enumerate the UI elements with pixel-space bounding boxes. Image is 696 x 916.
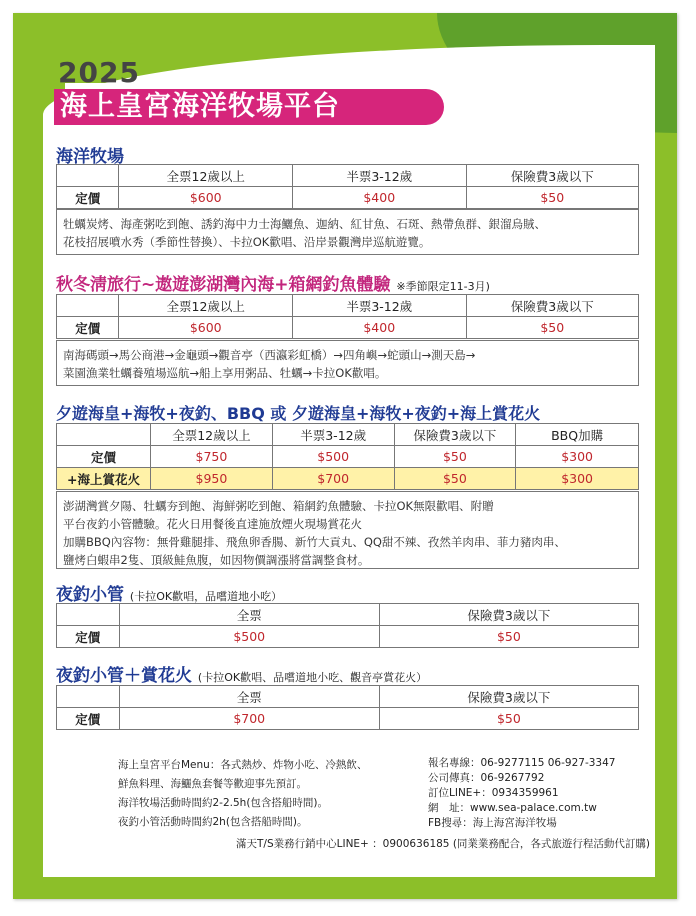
row-label: 定價 [57,626,120,648]
section-title [56,580,282,605]
price-table [56,294,639,339]
price-cell: $500 [119,626,379,648]
price-cell: $950 [151,468,273,490]
column-header: 半票3-12歲 [293,295,467,317]
price-cell: $50 [394,446,516,468]
price-cell: $700 [119,708,379,730]
phone-line: 報名專線：06-9277115 06-927-3347 [428,757,616,769]
column-header: 保險費3歲以下 [466,295,638,317]
price-cell: $600 [119,187,293,209]
page-title: 海上皇宮海洋牧場平台 [60,91,340,122]
section-title [56,270,490,295]
section-note: (卡拉OK歡唱、品嚐道地小吃、觀音亭賞花火） [197,671,428,684]
section-title [56,661,427,686]
description-line: 澎湖灣賞夕陽、牡蠣夯到飽、海鮮粥吃到飽、箱網釣魚體驗、卡拉OK無限歡唱、附贈 [63,499,494,513]
row-label: 定價 [57,317,119,339]
price-cell: $50 [466,187,638,209]
price-cell: $300 [516,468,639,490]
description-box [56,491,639,569]
fb-search: FB搜尋：海上海宮海洋牧場 [428,817,557,829]
section-title-text: 秋冬淸旅行~遨遊澎湖灣內海+箱網釣魚體驗 [56,275,391,295]
row-label: +海上賞花火 [57,468,151,490]
price-table [56,603,639,648]
section-title-text: 夜釣小管 [56,585,124,605]
price-cell: $400 [293,317,467,339]
description-line: 菜園漁業牡蠣養殖場巡航→船上享用粥品、牡蠣→卡拉OK歡唱。 [63,366,387,380]
row-label: 定價 [57,708,120,730]
section-title: 夕遊海皇+海牧+夜釣、BBQ 或 夕遊海皇+海牧+夜釣+海上賞花火 [56,404,541,423]
footer-line: 海上皇宮平台Menu：各式熱炒、炸物小吃、冷熱飲、 [118,759,368,771]
website-link[interactable]: 網 址：www.sea-palace.com.tw [428,802,597,814]
season-note: ※季節限定11-3月) [396,280,490,293]
year-label: 2025 [58,56,140,89]
column-header: 半票3-12歲 [293,165,467,187]
column-header: BBQ加購 [516,424,639,446]
footer-line: 鮮魚料理、海鱺魚套餐等歡迎事先預訂。 [118,778,307,790]
price-cell: $50 [379,708,638,730]
price-table [56,164,639,209]
line-id: 訂位LINE+：0934359961 [428,787,559,799]
description-line: 南海碼頭→馬公商港→金龜頭→觀音亭（西瀛彩虹橋）→四角嶼→蛇頭山→測天島→ [63,348,476,362]
fax-line: 公司傳真：06-9267792 [428,772,545,784]
agent-contact: 滿天T/S業務行銷中心LINE+ ：0900636185 (同業業務配合，各式旅遊行程活動代訂購) [236,838,651,850]
footer-line: 海洋牧場活動時間約2-2.5h(包含搭船時間)。 [118,797,329,809]
price-cell: $600 [119,317,293,339]
column-header: 全票12歲以上 [119,165,293,187]
price-cell: $400 [293,187,467,209]
column-header: 保險費3歲以下 [466,165,638,187]
column-header: 全票12歲以上 [151,424,273,446]
contact-info [428,756,615,831]
row-label: 定價 [57,187,119,209]
table-corner [57,295,119,317]
table-corner [57,165,119,187]
column-header: 保險費3歲以下 [394,424,516,446]
description-line: 鹽烤白蝦串2隻、頂級鮭魚腹，如因物價調漲將當調整食材。 [63,553,370,567]
price-cell: $50 [466,317,638,339]
column-header: 全票12歲以上 [119,295,293,317]
section-title-text: 夜釣小管＋賞花火 [56,666,192,686]
table-corner [57,686,120,708]
description-line: 牡蠣炭烤、海產粥吃到飽、誘釣海中力士海鱺魚、迦納、紅甘魚、石斑、熱帶魚群、銀溜烏賊、 [63,217,546,231]
column-header: 全票 [119,686,379,708]
description-box [56,209,639,255]
column-header: 保險費3歲以下 [379,604,638,626]
price-cell: $50 [379,626,638,648]
section-note: (卡拉OK歡唱，品嚐道地小吃） [129,590,283,603]
column-header: 半票3-12歲 [272,424,394,446]
price-table [56,423,639,490]
table-corner [57,604,120,626]
row-label: 定價 [57,446,151,468]
price-cell: $750 [151,446,273,468]
column-header: 保險費3歲以下 [379,686,638,708]
column-header: 全票 [119,604,379,626]
description-line: 平台夜釣小管體驗。花火日用餐後直達施放煙火現場賞花火 [63,517,362,531]
price-table [56,685,639,730]
price-cell: $700 [272,468,394,490]
price-cell: $300 [516,446,639,468]
description-line: 花枝招展噴水秀（季節性替換）、卡拉OK歡唱、沿岸景觀灣岸巡航遊覽。 [63,235,431,249]
description-box [56,340,639,386]
footer-line: 夜釣小管活動時間約2h(包含搭船時間)。 [118,816,308,828]
price-cell: $50 [394,468,516,490]
price-cell: $500 [272,446,394,468]
table-corner [57,424,151,446]
section-title: 海洋牧場 [56,147,124,167]
description-line: 加購BBQ內容物：無骨雞腿排、飛魚卵香腸、新竹大貢丸、QQ甜不辣、孜然羊肉串、菲力豬肉串、 [63,535,566,549]
footer-info [118,756,367,832]
